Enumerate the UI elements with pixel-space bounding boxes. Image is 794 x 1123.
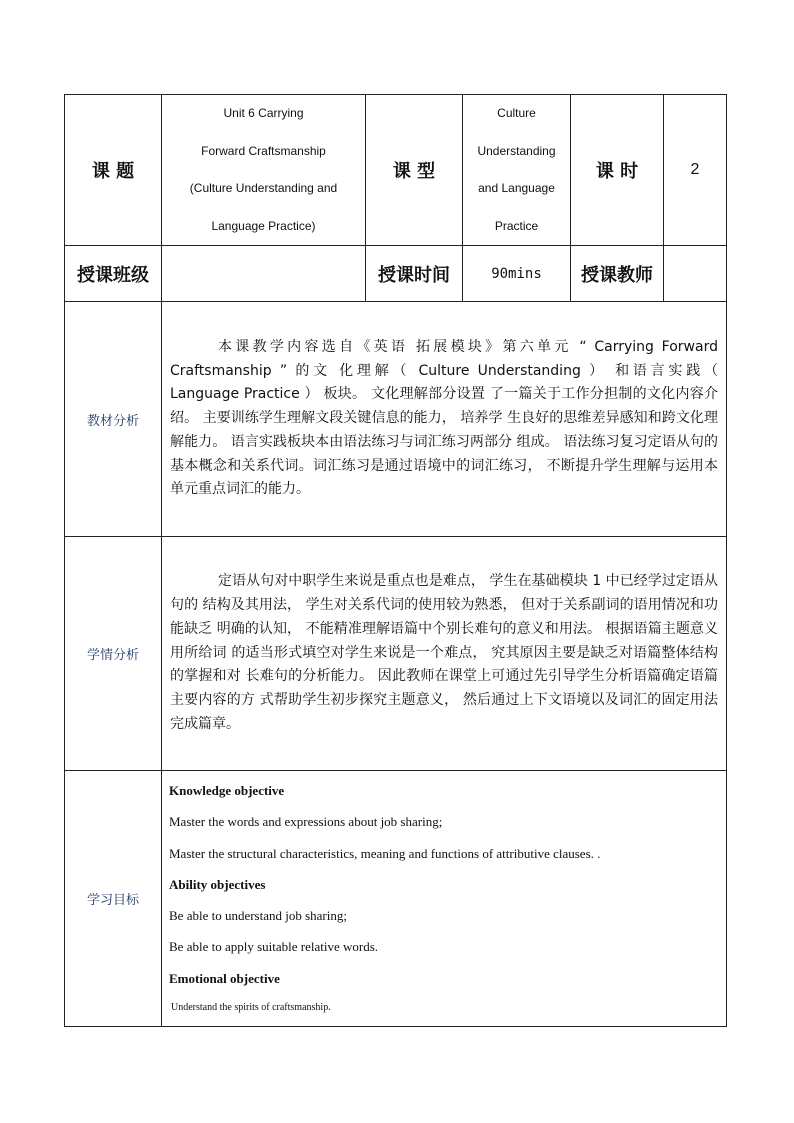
emotional-item: Understand the spirits of craftsmanship. [171, 1002, 331, 1014]
knowledge-heading: Knowledge objective [169, 783, 285, 798]
ability-item: Be able to apply suitable relative words. [169, 939, 379, 955]
class-label: 授课班级 [65, 246, 162, 302]
type-line: Practice [494, 218, 539, 233]
ability-heading: Ability objectives [169, 876, 266, 892]
objectives-label: 学习目标 [65, 771, 162, 1027]
student-analysis-cell [162, 537, 727, 771]
header-row [65, 95, 727, 246]
student-analysis-row [65, 537, 727, 771]
topic-value [162, 95, 366, 246]
time-value: 90mins [463, 246, 571, 302]
type-value [463, 95, 571, 246]
lesson-plan-table [64, 94, 727, 1027]
topic-label: 课 题 [65, 95, 162, 246]
knowledge-item: Master the words and expressions about job sharing; [169, 814, 443, 830]
teacher-value [664, 246, 727, 302]
topic-line: Forward Craftsmanship [201, 143, 326, 158]
knowledge-item: Master the structural characteristics, meaning and functions of attributive clauses. . [169, 845, 601, 861]
type-line: Culture [497, 106, 536, 120]
type-label: 课 型 [366, 95, 463, 246]
student-analysis-label: 学情分析 [65, 537, 162, 771]
topic-line: Language Practice) [211, 218, 316, 233]
material-analysis-text: 本课教学内容选自《英语 拓展模块》第六单元 “ Carrying Forward Craftsmanship ” 的文 化理解（ Culture Understanding ） 和语言实践（ Language Practice ） 板块。 文化理解部分设置 了一篇关于工作分担制的文化内容介绍。 主要训练学生理解文段关键信息的能力， 培养学 生良好的思维差异感知和跨文化理解能力。 语言实践板块本由语法练习与词汇练习两部分 组成。 语法练习复习定语从句的基本概念和关系代词。词汇练习是通过语境中的词汇练习， 不断提升学生理解与运用本单元重点词汇的能力。 [170, 338, 718, 498]
hours-value: 2 [664, 95, 727, 246]
objectives-cell [162, 771, 727, 1027]
emotional-heading: Emotional objective [169, 970, 280, 986]
material-analysis-label: 教材分析 [65, 302, 162, 537]
hours-label: 课 时 [571, 95, 664, 246]
class-value [162, 246, 366, 302]
topic-line: Unit 6 Carrying [223, 106, 304, 120]
material-analysis-row [65, 302, 727, 537]
type-line: Understanding [477, 143, 556, 158]
material-analysis-cell [162, 302, 727, 537]
student-analysis-text: 定语从句对中职学生来说是重点也是难点， 学生在基础模块 1 中已经学过定语从句的 结构及其用法， 学生对关系代词的使用较为熟悉， 但对于关系副词的语用情况和功能缺乏 明确的认知， 不能精准理解语篇中个别长难句的意义和用法。 根据语篇主题意义用所给词 的适当形式填空对学生来说是一个难点， 究其原因主要是缺乏对语篇整体结构的掌握和对 长难句的分析能力。 因此教师在课堂上可通过先引导学生分析语篇确定语篇主要内容的方 式帮助学生初步探究主题意义， 然后通过上下文语境以及词汇的固定用法完成篇章。 [170, 573, 718, 732]
objectives-row [65, 771, 727, 1027]
ability-item: Be able to understand job sharing; [169, 908, 347, 924]
teacher-label: 授课教师 [571, 246, 664, 302]
time-label: 授课时间 [366, 246, 463, 302]
topic-line: (Culture Understanding and [189, 181, 338, 195]
type-line: and Language [478, 181, 555, 195]
info-row [65, 246, 727, 302]
